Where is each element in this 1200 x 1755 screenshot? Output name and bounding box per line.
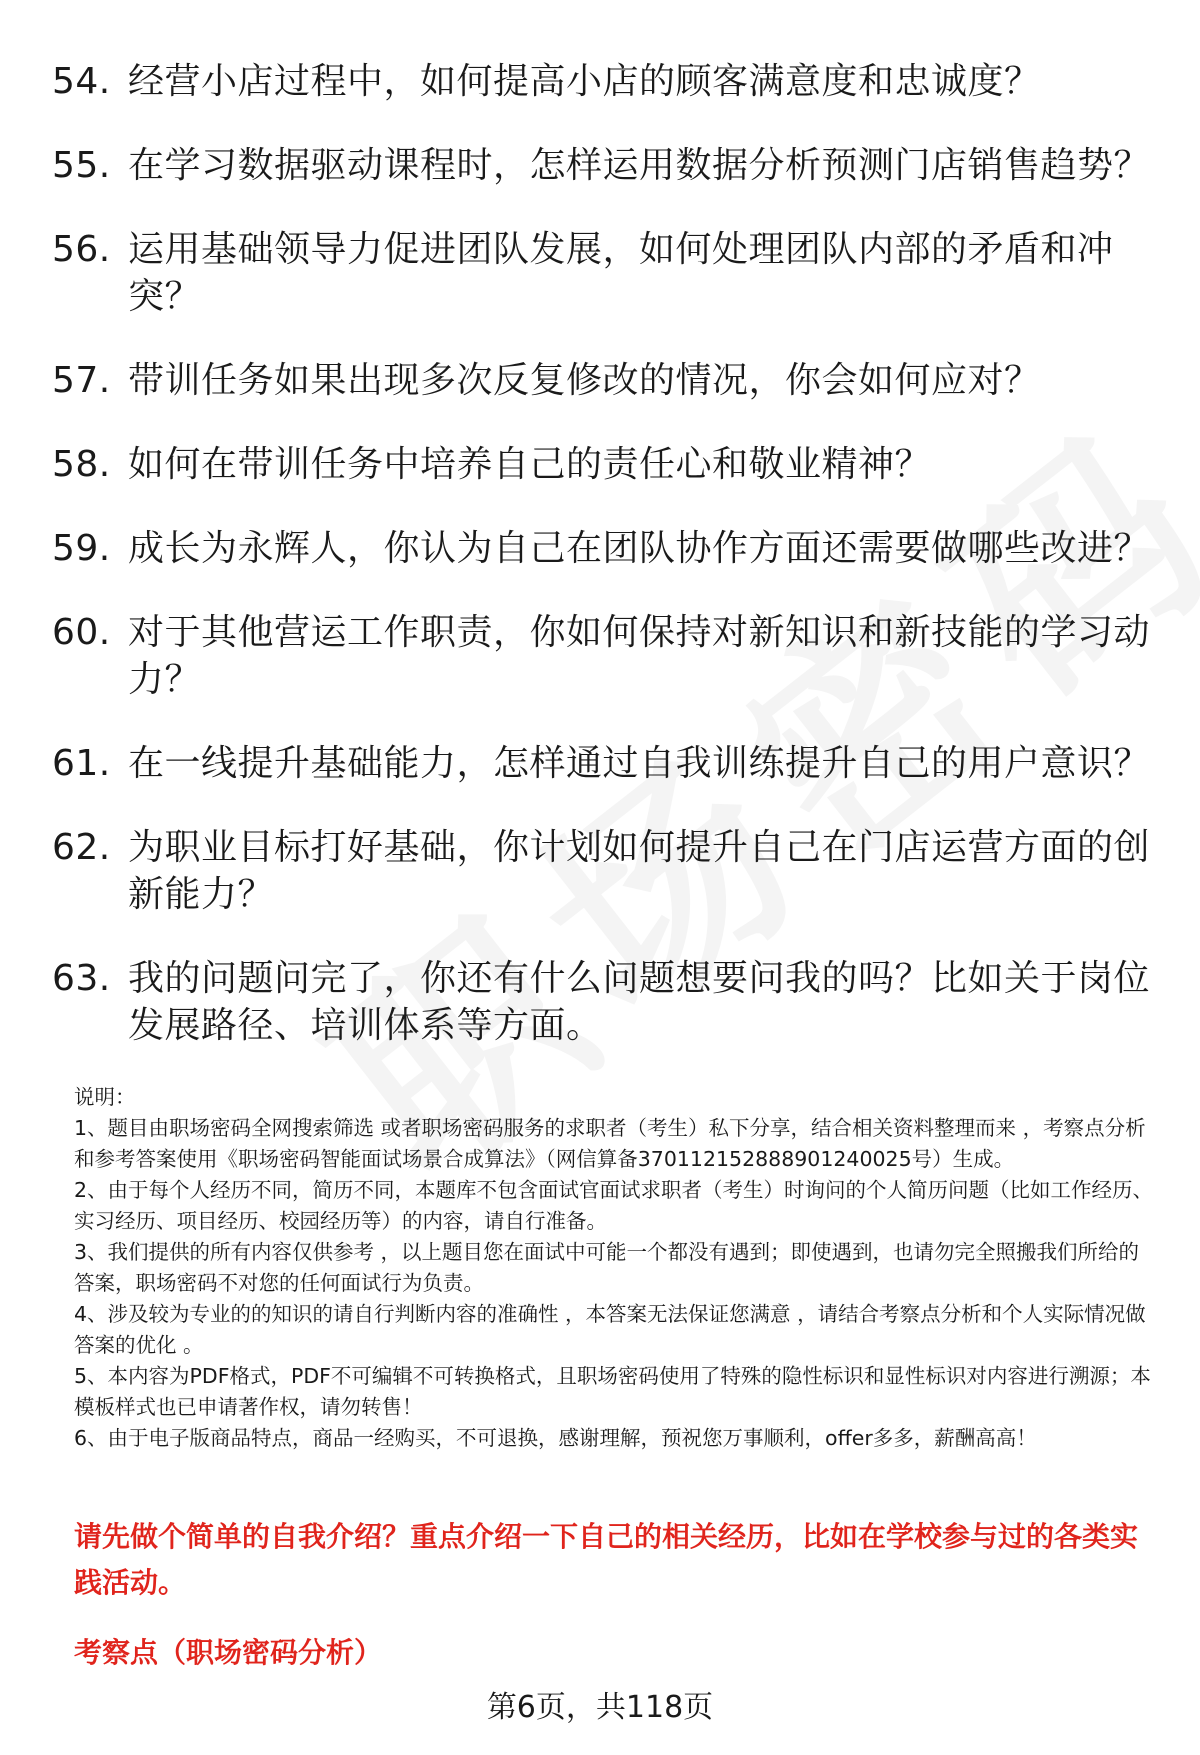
question-item <box>52 955 1152 1049</box>
question-item <box>52 525 1152 572</box>
question-text: 在一线提升基础能力，怎样通过自我训练提升自己的用户意识？ <box>128 743 1151 784</box>
question-item <box>52 824 1152 918</box>
note-item: 6、由于电子版商品特点，商品一经购买，不可退换，感谢理解，预祝您万事顺利，offer多多，薪酬高高！ <box>74 1426 1037 1450</box>
notes-section <box>74 1082 1159 1454</box>
question-number: 56. <box>52 229 111 270</box>
question-number: 57. <box>52 360 111 401</box>
question-text: 如何在带训任务中培养自己的责任心和敬业精神？ <box>128 444 932 485</box>
note-item: 2、由于每个人经历不同，简历不同，本题库不包含面试官面试求职者（考生）时询问的个人简历问题（比如工作经历、实习经历、项目经历、校园经历等）的内容，请自行准备。 <box>74 1178 1154 1233</box>
question-text: 在学习数据驱动课程时，怎样运用数据分析预测门店销售趋势？ <box>128 145 1151 186</box>
question-number: 62. <box>52 827 111 868</box>
question-text: 我的问题问完了，你还有什么问题想要问我的吗？比如关于岗位发展路径、培训体系等方面。 <box>128 958 1151 1046</box>
question-number: 63. <box>52 958 111 999</box>
question-item <box>52 740 1152 787</box>
question-number: 61. <box>52 743 111 784</box>
note-item: 4、涉及较为专业的的知识的请自行判断内容的准确性 ，本答案无法保证您满意 ，请结合考察点分析和个人实际情况做答案的优化 。 <box>74 1302 1146 1357</box>
question-text: 为职业目标打好基础，你计划如何提升自己在门店运营方面的创新能力？ <box>128 827 1151 915</box>
section-heading: 考察点（职场密码分析） <box>74 1636 383 1669</box>
question-item <box>52 142 1152 189</box>
question-item <box>52 609 1152 703</box>
note-item: 1、题目由职场密码全网搜索筛选 或者职场密码服务的求职者（考生）私下分享，结合相关资料整理而来 ，考察点分析和参考答案使用《职场密码智能面试场景合成算法》（网信算备370112152888901240025号）生成。 <box>74 1116 1146 1171</box>
question-text: 成长为永辉人，你认为自己在团队协作方面还需要做哪些改进？ <box>128 528 1151 569</box>
question-number: 58. <box>52 444 111 485</box>
note-item: 5、本内容为PDF格式，PDF不可编辑不可转换格式，且职场密码使用了特殊的隐性标识和显性标识对内容进行溯源；本模板样式也已申请著作权，请勿转售！ <box>74 1364 1151 1419</box>
question-text: 经营小店过程中，如何提高小店的顾客满意度和忠诚度？ <box>128 61 1041 102</box>
page-footer: 第6页，共118页 <box>486 1690 714 1725</box>
question-item <box>52 226 1152 320</box>
note-item: 3、我们提供的所有内容仅供参考 ，以上题目您在面试中可能一个都没有遇到；即使遇到，也请勿完全照搬我们所给的答案，职场密码不对您的任何面试行为负责。 <box>74 1240 1140 1295</box>
notes-title: 说明： <box>74 1085 136 1109</box>
question-number: 54. <box>52 61 111 102</box>
question-item <box>52 357 1152 404</box>
question-number: 60. <box>52 612 111 653</box>
question-number: 59. <box>52 528 111 569</box>
question-text: 带训任务如果出现多次反复修改的情况，你会如何应对？ <box>128 360 1041 401</box>
question-text: 运用基础领导力促进团队发展，如何处理团队内部的矛盾和冲突？ <box>128 229 1114 317</box>
question-item <box>52 58 1152 105</box>
question-list <box>52 58 1152 1086</box>
highlight-question: 请先做个简单的自我介绍？重点介绍一下自己的相关经历，比如在学校参与过的各类实践活动。 <box>74 1520 1139 1599</box>
question-number: 55. <box>52 145 111 186</box>
question-item <box>52 441 1152 488</box>
question-text: 对于其他营运工作职责，你如何保持对新知识和新技能的学习动力？ <box>128 612 1151 700</box>
